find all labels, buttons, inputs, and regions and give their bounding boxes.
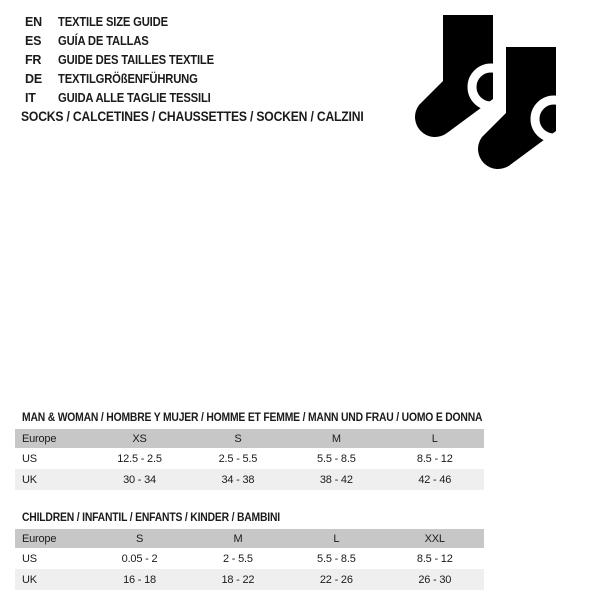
size-value: 22 - 26 <box>319 573 353 586</box>
header-cell-size: S <box>189 429 287 448</box>
header-cell-region: Europe <box>15 429 90 448</box>
table-row-us <box>15 448 484 469</box>
size-table-children-title: CHILDREN / INFANTIL / ENFANTS / KINDER / BAMBINI <box>22 512 280 524</box>
header-cell-size: M <box>287 429 385 448</box>
language-label: TEXTILE SIZE GUIDE <box>58 15 168 29</box>
header-cell-size: S <box>90 529 188 548</box>
language-label: GUIDE DES TAILLES TEXTILE <box>58 53 214 67</box>
header-cell-size: M <box>189 529 287 548</box>
socks-icon <box>412 12 582 184</box>
size-value: 42 - 46 <box>418 473 452 486</box>
size-value: 8.5 - 12 <box>416 552 453 565</box>
size-table-children <box>15 529 484 590</box>
language-label: GUÍA DE TALLAS <box>58 34 149 48</box>
language-code: ES <box>25 34 42 48</box>
size-value: 26 - 30 <box>418 573 452 586</box>
table-header-row <box>15 429 484 448</box>
size-value: 2.5 - 5.5 <box>218 452 258 465</box>
size-value: 34 - 38 <box>221 473 255 486</box>
category-heading: SOCKS / CALCETINES / CHAUSSETTES / SOCKEN / CALZINI <box>21 109 364 124</box>
size-value: 16 - 18 <box>123 573 156 586</box>
language-row-fr <box>25 51 231 70</box>
language-label: TEXTILGRÖßENFÜHRUNG <box>58 72 198 86</box>
header-cell-size: XS <box>90 429 188 448</box>
size-value: 30 - 34 <box>123 473 156 486</box>
size-value: 18 - 22 <box>221 573 255 586</box>
language-list <box>25 13 231 108</box>
size-value: 12.5 - 2.5 <box>117 452 162 465</box>
table-row-uk <box>15 569 484 590</box>
language-row-de <box>25 70 231 89</box>
language-code: IT <box>25 91 36 105</box>
language-code: FR <box>25 53 42 67</box>
size-value: 8.5 - 12 <box>416 452 453 465</box>
size-table-children-section <box>15 511 484 590</box>
size-value: 5.5 - 8.5 <box>317 452 356 465</box>
language-row-es <box>25 32 231 51</box>
table-row-uk <box>15 469 484 490</box>
row-label: UK <box>22 573 37 586</box>
size-table-adult-section <box>15 411 484 490</box>
language-row-en <box>25 13 231 32</box>
size-value: 5.5 - 8.5 <box>317 552 356 565</box>
language-label: GUIDA ALLE TAGLIE TESSILI <box>58 91 211 105</box>
language-row-it <box>25 89 231 108</box>
language-code: DE <box>25 72 42 86</box>
table-header-row <box>15 529 484 548</box>
header-cell-size: XXL <box>386 529 484 548</box>
row-label: US <box>22 452 37 465</box>
row-label: US <box>22 552 37 565</box>
row-label: UK <box>22 473 37 486</box>
header-cell-size: L <box>386 429 484 448</box>
header-cell-size: L <box>287 529 385 548</box>
table-row-us <box>15 548 484 569</box>
size-table-adult <box>15 429 484 490</box>
size-value: 2 - 5.5 <box>223 552 253 565</box>
size-value: 38 - 42 <box>319 473 353 486</box>
header-cell-region: Europe <box>15 529 90 548</box>
size-value: 0.05 - 2 <box>121 552 158 565</box>
language-code: EN <box>25 15 42 29</box>
size-table-adult-title: MAN & WOMAN / HOMBRE Y MUJER / HOMME ET FEMME / MANN UND FRAU / UOMO E DONNA <box>22 412 483 424</box>
